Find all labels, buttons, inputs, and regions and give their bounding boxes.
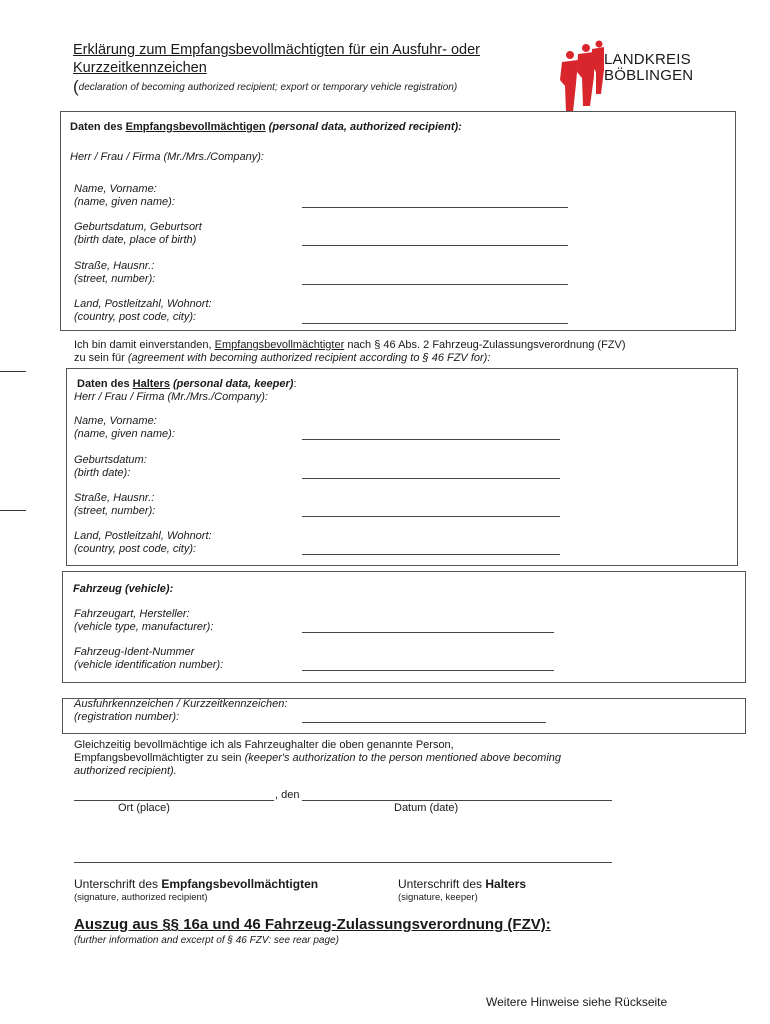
agreement-statement (74, 339, 626, 365)
keeper-signature-keyword: Halters (485, 877, 527, 891)
recipient-heading-keyword: Empfangsbevollmächtigen (125, 121, 266, 133)
recipient-street-label-en: (street, number): (74, 273, 156, 285)
vehicle-vin-label-de: Fahrzeug-Ident-Nummer (74, 646, 195, 658)
date-label: Datum (date) (394, 802, 459, 814)
registration-label-de: Ausfuhrkennzeichen / Kurzzeitkennzeichen: (74, 698, 288, 710)
footer-note: Weitere Hinweise siehe Rückseite (486, 995, 668, 1009)
recipient-birth-label-en: (birth date, place of birth) (74, 234, 197, 246)
keeper-heading-colon: : (293, 378, 297, 390)
place-input[interactable] (74, 800, 274, 801)
keeper-heading (77, 378, 297, 391)
agreement-line2-prefix: zu sein für (74, 352, 128, 364)
authorization-line1: Gleichzeitig bevollmächtige ich als Fahrzeughalter die oben genannte Person, (74, 739, 454, 751)
keeper-street-input[interactable] (302, 516, 560, 517)
vehicle-vin-label-en: (vehicle identification number): (74, 659, 224, 671)
keeper-street-label-de: Straße, Hausnr.: (74, 492, 155, 504)
keeper-birth-label-en: (birth date): (74, 467, 131, 479)
agreement-line1 (74, 339, 626, 352)
subtitle-paren: ( (73, 77, 79, 96)
recipient-name-label-en: (name, given name): (74, 196, 175, 208)
authorization-line3: authorized recipient). (74, 765, 177, 777)
recipient-city-label-en: (country, post code, city): (74, 311, 197, 323)
place-date-separator: , den (275, 789, 300, 801)
recipient-salutation: Herr / Frau / Firma (Mr./Mrs./Company): (70, 151, 264, 163)
recipient-signature-prefix: Unterschrift des (74, 877, 162, 891)
registration-label-en: (registration number): (74, 711, 180, 723)
authorization-line2 (74, 752, 561, 765)
agreement-line1-suffix: nach § 46 Abs. 2 Fahrzeug-Zulassungsverordnung (FZV) (344, 339, 626, 351)
recipient-city-input[interactable] (302, 323, 568, 324)
landkreis-logo-icon (556, 40, 606, 116)
vehicle-vin-label (74, 646, 223, 672)
recipient-city-label-de: Land, Postleitzahl, Wohnort: (74, 298, 212, 310)
recipient-birth-input[interactable] (302, 245, 568, 246)
agreement-line2 (74, 352, 626, 365)
excerpt-note: (further information and excerpt of § 46 FZV: see rear page) (74, 935, 339, 946)
logo-line2: BÖBLINGEN (604, 67, 694, 84)
authorization-line2-prefix: Empfangsbevollmächtigter zu sein (74, 752, 245, 764)
keeper-birth-label-de: Geburtsdatum: (74, 454, 147, 466)
keeper-name-label-en: (name, given name): (74, 428, 175, 440)
place-label: Ort (place) (118, 802, 170, 814)
recipient-signature-keyword: Empfangsbevollmächtigten (161, 877, 319, 891)
vehicle-type-input[interactable] (302, 632, 554, 633)
recipient-street-label (74, 260, 155, 286)
keeper-city-label-en: (country, post code, city): (74, 543, 197, 555)
recipient-name-label-de: Name, Vorname: (74, 183, 157, 195)
landkreis-logo (556, 40, 716, 116)
excerpt-heading: Auszug aus §§ 16a und 46 Fahrzeug-Zulassungsverordnung (FZV): (74, 916, 551, 933)
keeper-signature-en: (signature, keeper) (398, 892, 478, 903)
keeper-birth-label (74, 454, 147, 480)
keeper-name-input[interactable] (302, 439, 560, 440)
keeper-name-label-de: Name, Vorname: (74, 415, 157, 427)
keeper-heading-suffix: (personal data, keeper) (169, 378, 294, 390)
vehicle-vin-input[interactable] (302, 670, 554, 671)
authorization-line2-italic: (keeper's authorization to the person mentioned above becoming (244, 752, 562, 764)
recipient-street-label-de: Straße, Hausnr.: (74, 260, 155, 272)
signature-input[interactable] (74, 862, 612, 863)
keeper-street-label (74, 492, 155, 518)
vehicle-heading: Fahrzeug (vehicle): (73, 583, 174, 595)
keeper-signature-label (398, 877, 526, 891)
logo-line1: LANDKREIS (604, 51, 691, 68)
keeper-city-label-de: Land, Postleitzahl, Wohnort: (74, 530, 212, 542)
keeper-heading-keyword: Halters (132, 378, 170, 390)
keeper-birth-input[interactable] (302, 478, 560, 479)
keeper-name-label (74, 415, 175, 441)
subtitle-text: declaration of becoming authorized recipient; export or temporary vehicle registration) (78, 82, 458, 93)
recipient-signature-label (74, 877, 318, 891)
authorization-statement (74, 739, 561, 778)
registration-label (74, 698, 287, 724)
recipient-city-label (74, 298, 212, 324)
keeper-salutation: Herr / Frau / Firma (Mr./Mrs./Company): (74, 391, 268, 403)
recipient-birth-label (74, 221, 202, 247)
vehicle-type-label-en: (vehicle type, manufacturer): (74, 621, 214, 633)
keeper-signature-prefix: Unterschrift des (398, 877, 486, 891)
agreement-line2-italic: (agreement with becoming authorized recipient according to § 46 FZV for): (127, 352, 491, 364)
document-title-line1: Erklärung zum Empfangsbevollmächtigten für ein Ausfuhr- oder (73, 42, 481, 58)
document-title (73, 41, 543, 77)
vehicle-type-label (74, 608, 213, 634)
document-title-line2: Kurzzeitkennzeichen (73, 60, 207, 76)
recipient-birth-label-de: Geburtsdatum, Geburtsort (74, 221, 202, 233)
registration-input[interactable] (302, 722, 546, 723)
fold-mark-top (0, 371, 26, 372)
keeper-street-label-en: (street, number): (74, 505, 156, 517)
recipient-name-input[interactable] (302, 207, 568, 208)
recipient-heading-prefix: Daten des (70, 121, 126, 133)
keeper-city-label (74, 530, 212, 556)
keeper-heading-prefix: Daten des (77, 378, 133, 390)
recipient-street-input[interactable] (302, 284, 568, 285)
date-input[interactable] (302, 800, 612, 801)
recipient-heading-suffix: (personal data, authorized recipient): (265, 121, 462, 133)
fold-mark-bottom (0, 510, 26, 511)
landkreis-logo-text (604, 52, 693, 84)
agreement-line1-keyword: Empfangsbevollmächtigter (214, 339, 345, 351)
recipient-name-label (74, 183, 175, 209)
recipient-signature-en: (signature, authorized recipient) (74, 892, 208, 903)
recipient-heading (70, 121, 462, 134)
document-subtitle (73, 77, 457, 97)
agreement-line1-prefix: Ich bin damit einverstanden, (74, 339, 215, 351)
keeper-city-input[interactable] (302, 554, 560, 555)
vehicle-type-label-de: Fahrzeugart, Hersteller: (74, 608, 190, 620)
